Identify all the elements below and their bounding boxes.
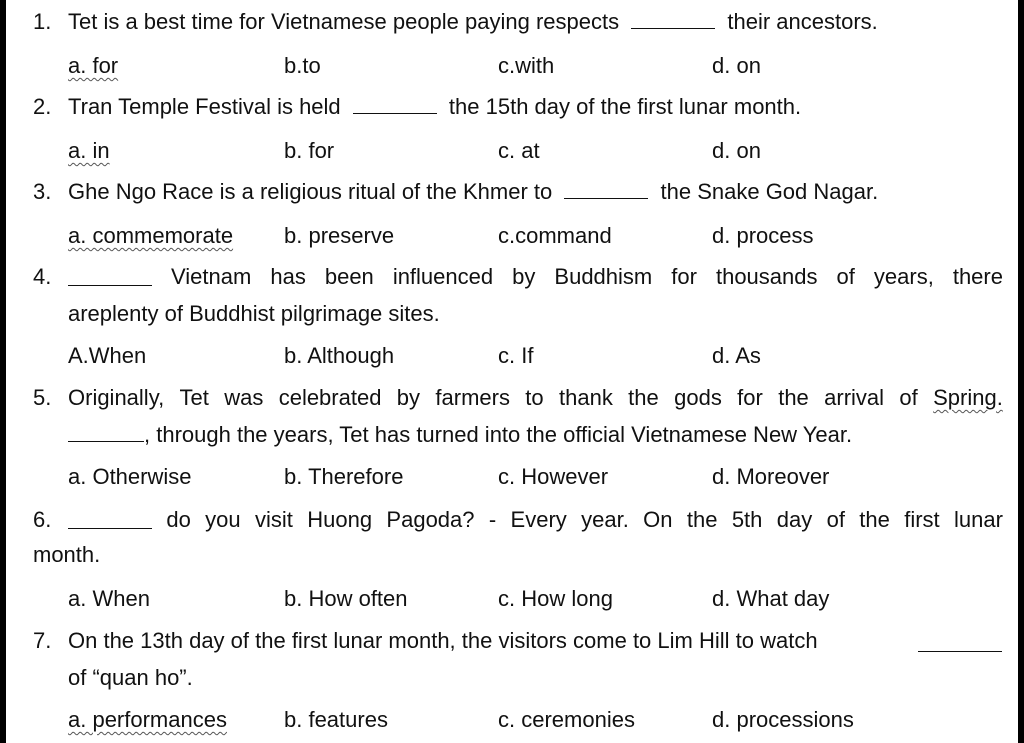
question-3-option-c[interactable]: c.command <box>498 223 612 248</box>
question-4-blank[interactable] <box>68 267 152 286</box>
question-3-option-d[interactable]: d. process <box>712 223 814 248</box>
right-border <box>1018 0 1024 743</box>
question-2-option-b[interactable]: b. for <box>284 138 335 163</box>
question-3-stem-before: Ghe Ngo Race is a religious ritual of the Khmer to <box>68 179 553 204</box>
question-2-blank[interactable] <box>353 95 437 114</box>
question-7-option-a[interactable]: a. performances <box>68 707 227 732</box>
word: thousands <box>715 264 818 289</box>
question-2-stem-after: the 15th day of the first lunar month. <box>448 94 802 119</box>
question-6-option-d[interactable]: d. What day <box>712 586 830 611</box>
question-7-stem-line2: of “quan ho”. <box>68 665 193 690</box>
word: year. <box>581 507 629 532</box>
word: has <box>270 264 306 289</box>
question-3-blank[interactable] <box>564 180 648 199</box>
word: the <box>628 385 659 410</box>
question-7-number: 7. <box>33 628 52 653</box>
word: - <box>488 507 497 532</box>
question-1-stem <box>68 8 878 36</box>
question-6-stem-line2: month. <box>33 542 101 567</box>
question-4-option-a[interactable]: A.When <box>68 343 147 368</box>
question-6-blank[interactable] <box>68 510 152 529</box>
question-3-stem <box>68 178 878 206</box>
word: arrival <box>824 385 885 410</box>
word: for <box>671 264 697 289</box>
question-3-option-b[interactable]: b. preserve <box>284 223 395 248</box>
question-4-stem-line2: areplenty of Buddhist pilgrimage sites. <box>68 301 440 326</box>
word: Huong <box>307 507 373 532</box>
question-6-stem-line1 <box>68 506 1003 534</box>
question-2-option-c[interactable]: c. at <box>498 138 540 163</box>
question-1-stem-before: Tet is a best time for Vietnamese people paying respects <box>68 9 620 34</box>
question-2-option-d[interactable]: d. on <box>712 138 761 163</box>
question-5-option-b[interactable]: b. Therefore <box>284 464 404 489</box>
question-1-option-a[interactable]: a. for <box>68 53 119 78</box>
left-border <box>0 0 6 743</box>
question-5-blank[interactable] <box>68 423 144 442</box>
question-5-stem-line1 <box>68 384 1003 412</box>
word: of <box>826 507 845 532</box>
word: there <box>952 264 1003 289</box>
question-5-option-d[interactable]: d. Moreover <box>712 464 830 489</box>
word: was <box>224 385 264 410</box>
question-1-stem-after: their ancestors. <box>727 9 878 34</box>
word: years, <box>873 264 934 289</box>
question-2-stem <box>68 93 801 121</box>
word: do <box>166 507 191 532</box>
word: the <box>686 507 718 532</box>
question-5-option-a[interactable]: a. Otherwise <box>68 464 192 489</box>
question-7-blank[interactable] <box>918 633 1002 652</box>
word: thank <box>559 385 613 410</box>
question-2-stem-before: Tran Temple Festival is held <box>68 94 341 119</box>
question-2-option-a[interactable]: a. in <box>68 138 110 163</box>
word: been <box>324 264 374 289</box>
word: visit <box>255 507 293 532</box>
question-4-stem-line1 <box>68 263 1003 291</box>
question-2-number: 2. <box>33 94 52 119</box>
word: to <box>525 385 544 410</box>
word: celebrated <box>278 385 382 410</box>
question-7-option-c[interactable]: c. ceremonies <box>498 707 635 732</box>
word: day <box>776 507 813 532</box>
question-5-option-c[interactable]: c. However <box>498 464 609 489</box>
word: first <box>904 507 940 532</box>
question-6-number: 6. <box>33 507 52 532</box>
word: for <box>737 385 763 410</box>
word: On <box>643 507 673 532</box>
question-6-option-c[interactable]: c. How long <box>498 586 613 611</box>
question-1-option-b[interactable]: b.to <box>284 53 321 78</box>
question-5-stem-line2 <box>68 421 852 449</box>
word: farmers <box>435 385 510 410</box>
question-4-option-b[interactable]: b. Although <box>284 343 395 368</box>
question-5-stem-line2-text: , through the years, Tet has turned into the official Vietnamese New Year. <box>144 422 853 447</box>
word: influenced <box>392 264 494 289</box>
word: 5th <box>731 507 763 532</box>
word: the <box>778 385 809 410</box>
question-7-option-d[interactable]: d. processions <box>712 707 854 732</box>
question-4-option-c[interactable]: c. If <box>498 343 534 368</box>
word: by <box>396 385 421 410</box>
word: Originally, <box>68 385 165 410</box>
question-6-option-a[interactable]: a. When <box>68 586 150 611</box>
question-1-option-d[interactable]: d. on <box>712 53 761 78</box>
question-1-number: 1. <box>33 9 52 34</box>
word: Pagoda? <box>386 507 475 532</box>
word: by <box>512 264 536 289</box>
word: of <box>836 264 855 289</box>
question-4-option-d[interactable]: d. As <box>712 343 761 368</box>
word: you <box>205 507 241 532</box>
question-1-blank[interactable] <box>631 10 715 29</box>
word: Spring. <box>933 385 1003 410</box>
question-3-stem-after: the Snake God Nagar. <box>660 179 879 204</box>
question-6-option-b[interactable]: b. How often <box>284 586 408 611</box>
word: Buddhism <box>554 264 653 289</box>
word: lunar <box>954 507 1003 532</box>
word: the <box>859 507 890 532</box>
question-3-number: 3. <box>33 179 52 204</box>
question-7-stem-line1: On the 13th day of the first lunar month, the visitors come to Lim Hill to watch <box>68 628 818 653</box>
question-4-number: 4. <box>33 264 52 289</box>
question-3-option-a[interactable]: a. commemorate <box>68 223 234 248</box>
question-7-option-b[interactable]: b. features <box>284 707 388 732</box>
question-5-number: 5. <box>33 385 52 410</box>
question-1-option-c[interactable]: c.with <box>498 53 555 78</box>
word: Vietnam <box>171 264 252 289</box>
word: of <box>899 385 918 410</box>
word: Every <box>510 507 567 532</box>
word: Tet <box>179 385 209 410</box>
word: gods <box>674 385 722 410</box>
